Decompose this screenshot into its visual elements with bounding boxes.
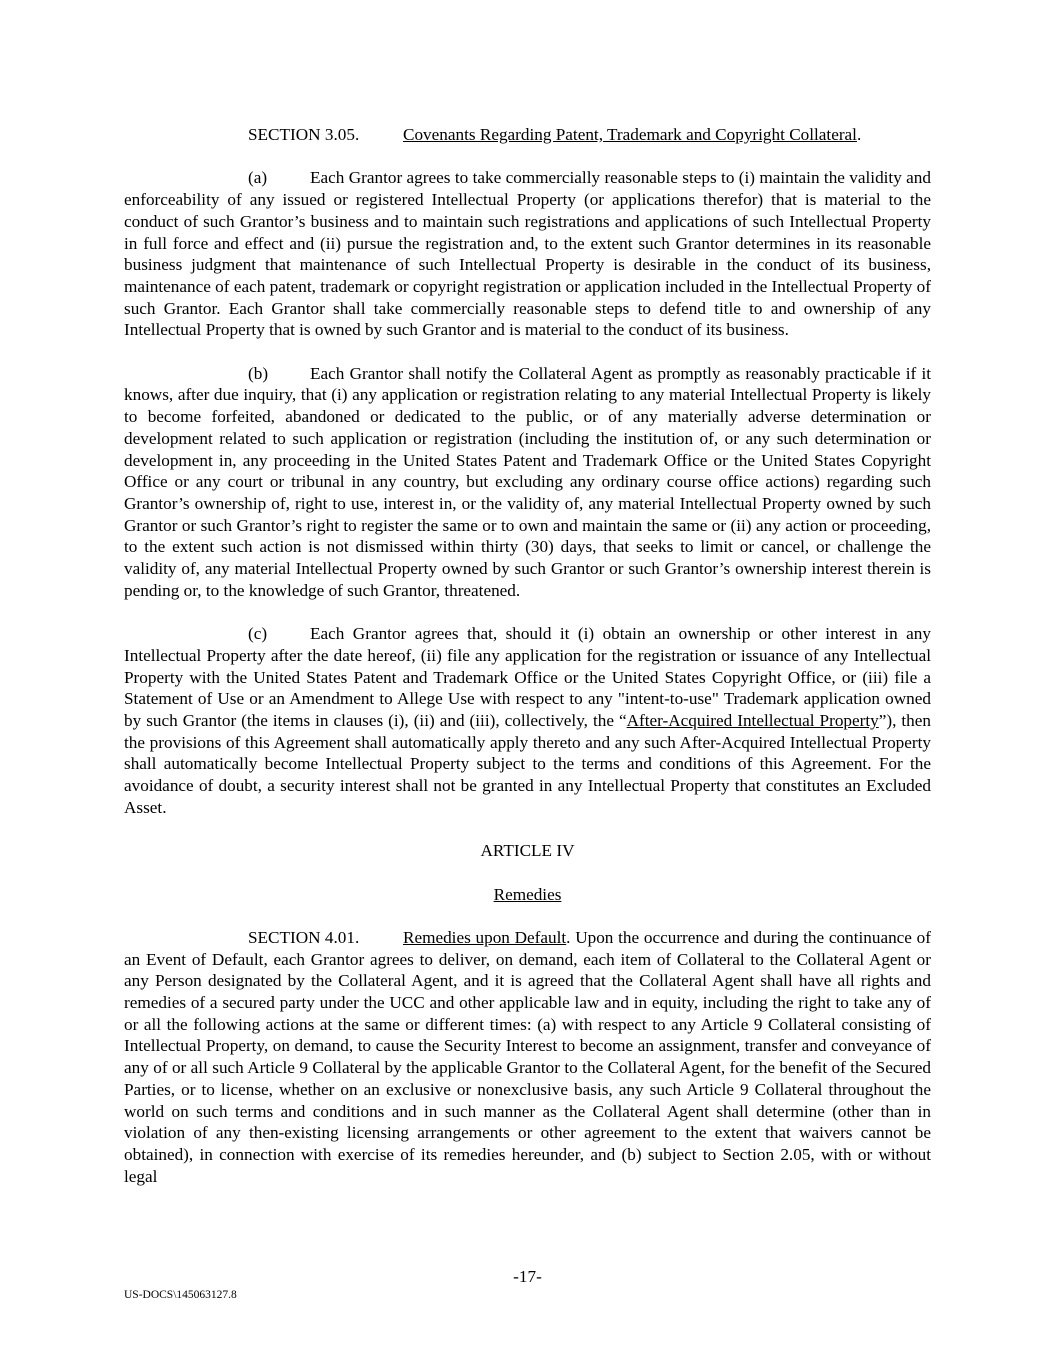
paragraph-text: Each Grantor agrees to take commercially reasonable steps to (i) maintain the validity and enforceability of any issued or registered Intellectual Property (or applications therefor) that is material to the conduct of such Grantor’s business and to maintain such registrations and applications of such Intellectual Property in full force and effect and (ii) pursue the registration and, to the extent such Grantor determines in its reasonable business judgment that maintenance of such Intellectual Property is desirable in the conduct of its business, maintenance of each patent, trademark or copyright registration or application included in the Intellectual Property of such Grantor. Each Grantor shall take commercially reasonable steps to defend title to and ownership of any Intellectual Property that is owned by such Grantor and is material to the conduct of its business. xyxy=(124,168,931,340)
paragraph-label: (b) xyxy=(248,363,269,383)
paragraph-label: (a) xyxy=(248,168,268,188)
section-4-01 xyxy=(124,927,931,1187)
article-title xyxy=(124,884,931,906)
paragraph-label: (c) xyxy=(248,624,268,644)
section-text: . Upon the occurrence and during the continuance of an Event of Default, each Grantor agrees to deliver, on demand, each item of Collateral to the Collateral Agent or any Person designated by the Collateral Agent, and it is agreed that the Collateral Agent shall have all rights and remedies of a secured party under the UCC and other applicable law and in equity, including the right to take any of or all the following actions at the same or different times: (a) with respect to any Article 9 Collateral consisting of Intellectual Property, on demand, to cause the Security Interest to become an assignment, transfer and conveyance of any of or all such Article 9 Collateral by the applicable Grantor to the Collateral Agent, for the benefit of the Secured Parties, or to license, whether on an exclusive or nonexclusive basis, any such Article 9 Collateral throughout the world on such terms and conditions and in such manner as the Collateral Agent shall determine (other than in violation of any then-existing licensing arrangements or other agreement to the extent that waivers cannot be obtained), in connection with exercise of its remedies hereunder, and (b) subject to Section 2.05, with or without legal xyxy=(124,927,931,1186)
section-title-period: . xyxy=(856,125,862,144)
section-title: Covenants Regarding Patent, Trademark and Copyright Collateral xyxy=(403,125,857,144)
paragraph-text: Each Grantor agrees that, should it (i) obtain an ownership or other interest in any Intellectual Property after the date hereof, (ii) file any application for the registration or issuance of any Intellectual Property with the United States Patent and Trademark Office or the United States Copyright Office, or (iii) file a Statement of Use or an Amendment to Allege Use with respect to any "intent-to-use" Trademark application owned by such Grantor (the items in clauses (i), (ii) and (iii), collectively, the “ xyxy=(124,624,931,730)
defined-term: After-Acquired Intellectual Property xyxy=(626,710,879,730)
page-number: -17- xyxy=(513,1267,542,1286)
section-number: SECTION 3.05. xyxy=(248,125,360,144)
article-heading: ARTICLE IV xyxy=(480,841,575,861)
paragraph-text-continued: ”), then the provisions of this Agreement shall automatically apply thereto and any such After-Acquired Intellectual Property shall automatically become Intellectual Property subject to the terms and conditions of this Agreement. For the avoidance of doubt, a security interest shall not be granted in any Intellectual Property that constitutes an Excluded Asset. xyxy=(124,710,931,817)
section-title: Remedies upon Default xyxy=(403,927,567,947)
document-page xyxy=(124,124,931,1187)
section-number: SECTION 4.01. xyxy=(248,927,360,947)
document-id: US-DOCS\145063127.8 xyxy=(124,1289,237,1301)
section-3-05-heading xyxy=(124,124,931,146)
paragraph-b xyxy=(124,363,931,602)
paragraph-c xyxy=(124,623,931,818)
paragraph-a xyxy=(124,167,931,341)
article-title-text: Remedies xyxy=(493,884,562,904)
paragraph-text: Each Grantor shall notify the Collateral Agent as promptly as reasonably practicable if it knows, after due inquiry, that (i) any application or registration relating to any material Intellectual Property is likely to become forfeited, abandoned or dedicated to the public, or of any materially adverse determination or development related to such application or registration (including the institution of, or any such determination or development in, any proceeding in the United States Patent and Trademark Office or the United States Copyright Office or any court or tribunal in any country, but excluding any ordinary course office actions) regarding such Grantor’s ownership of, right to use, interest in, or the validity of, any material Intellectual Property owned by such Grantor or such Grantor’s right to register the same or to own and maintain the same or (ii) any action or proceeding, to the extent such action is not dismissed within thirty (30) days, that seeks to limit or cancel, or challenge the validity of, any material Intellectual Property owned by such Grantor or such Grantor’s ownership interest therein is pending or, to the knowledge of such Grantor, threatened. xyxy=(124,363,931,600)
